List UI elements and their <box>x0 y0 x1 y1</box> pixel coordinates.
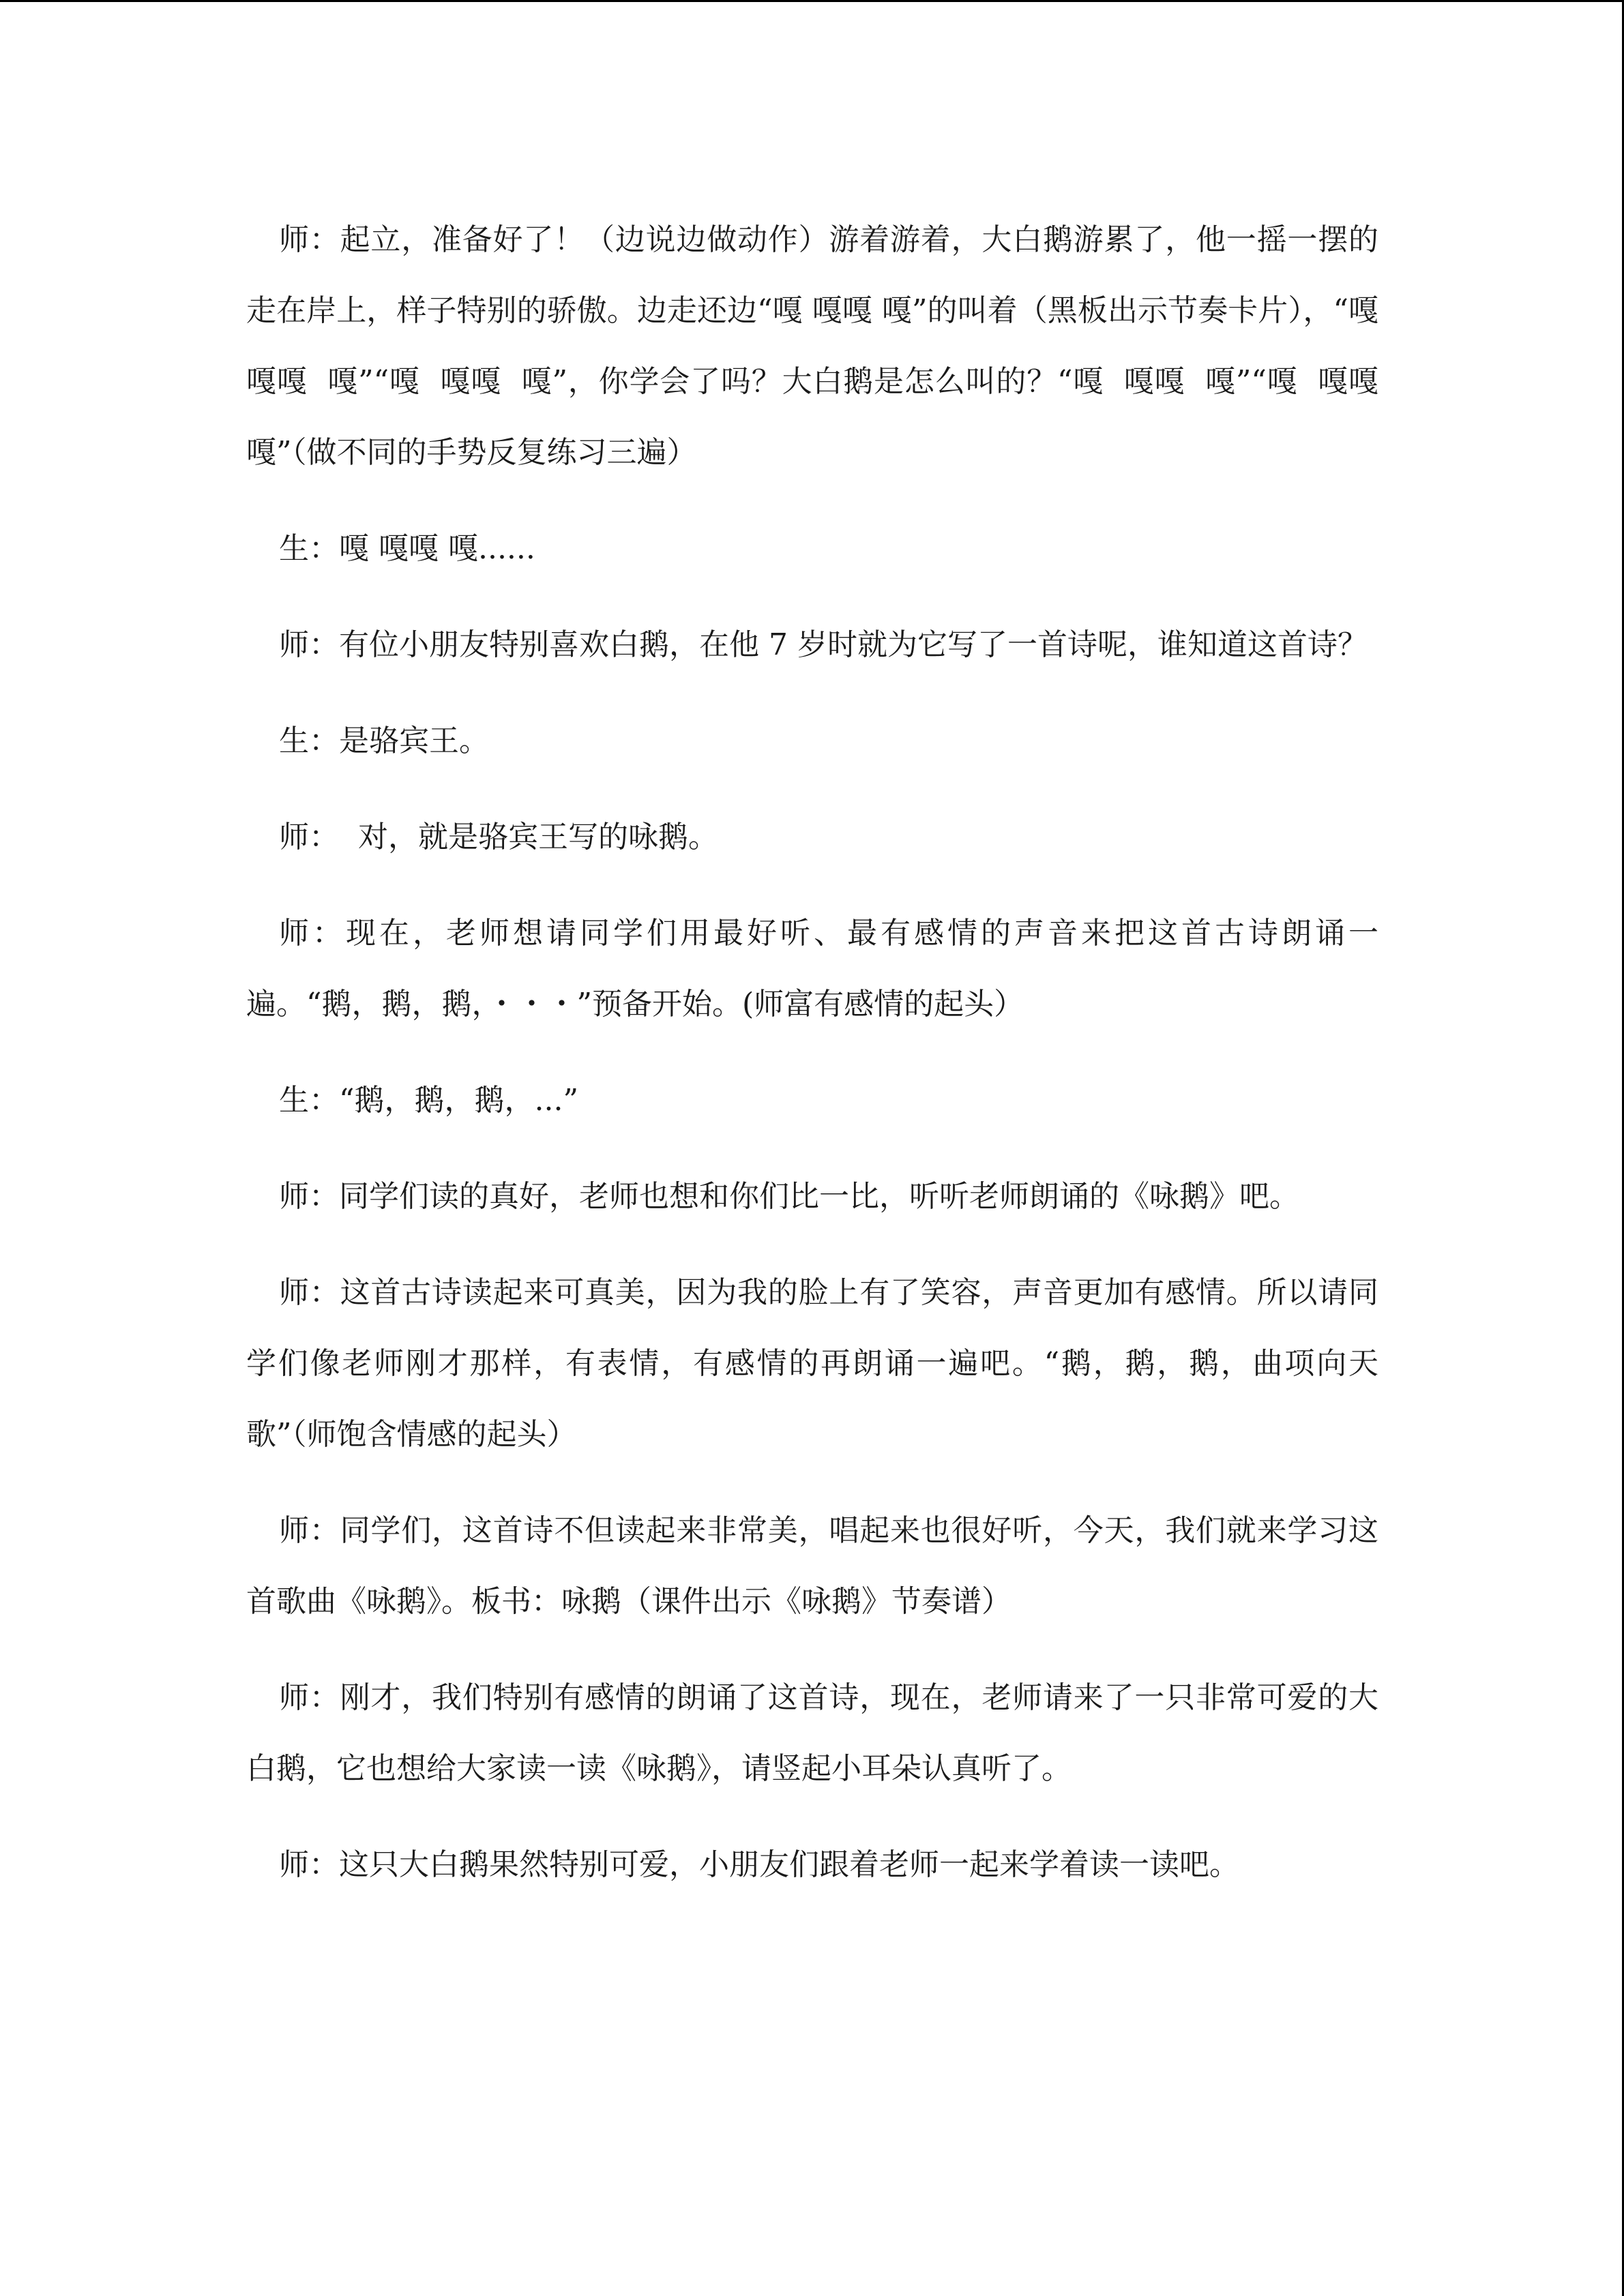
paragraph-teacher-confirm: 师： 对，就是骆宾王写的咏鹅。 <box>279 820 718 854</box>
document-body <box>246 205 1398 1926</box>
paragraph-teacher-song-intro: 师：同学们，这首诗不但读起来非常美，唱起来也很好听，今天，我们就来学习这首歌曲《咏鹅》。板书：咏鹅（课件出示《咏鹅》节奏谱） <box>246 1513 1378 1619</box>
page-border-top <box>0 0 1624 2</box>
paragraph-teacher-read-along: 师：这只大白鹅果然特别可爱，小朋友们跟着老师一起来学着读一读吧。 <box>279 1847 1239 1882</box>
paragraph-student-recite: 生：“鹅，鹅，鹅，...” <box>279 1083 578 1118</box>
paragraph-student-answer: 生：是骆宾王。 <box>279 724 489 758</box>
paragraph-teacher-poem-question: 师：有位小朋友特别喜欢白鹅，在他 7 岁时就为它写了一首诗呢，谁知道这首诗？ <box>279 627 1368 662</box>
paragraph-teacher-recite-request: 师：现在，老师想请同学们用最好听、最有感情的声音来把这首古诗朗诵一遍。“鹅，鹅，鹅，・・・”预备开始。(师富有感情的起头） <box>246 916 1378 1022</box>
paragraph-teacher-intro: 师：起立，准备好了！（边说边做动作）游着游着，大白鹅游累了，他一摇一摆的走在岸上，样子特别的骄傲。边走还边“嘎 嘎嘎 嘎”的叫着（黑板出示节奏卡片），“嘎 嘎嘎 嘎”“嘎 嘎嘎 嘎”，你学会了吗？大白鹅是怎么叫的？“嘎 嘎嘎 嘎”“嘎 嘎嘎 嘎”（做不同的手势反复练习三遍） <box>246 222 1398 470</box>
paragraph-teacher-recite-again: 师：这首古诗读起来可真美，因为我的脸上有了笑容，声音更加有感情。所以请同学们像老师刚才那样，有表情，有感情的再朗诵一遍吧。“鹅，鹅，鹅，曲项向天歌”（师饱含情感的起头） <box>246 1275 1378 1452</box>
paragraph-teacher-compare: 师：同学们读的真好，老师也想和你们比一比，听听老师朗诵的《咏鹅》吧。 <box>279 1179 1299 1214</box>
paragraph-teacher-goose-reads: 师：刚才，我们特别有感情的朗诵了这首诗，现在，老师请来了一只非常可爱的大白鹅，它也想给大家读一读《咏鹅》，请竖起小耳朵认真听了。 <box>246 1680 1378 1786</box>
paragraph-student-quack: 生：嘎 嘎嘎 嘎...... <box>279 531 535 566</box>
